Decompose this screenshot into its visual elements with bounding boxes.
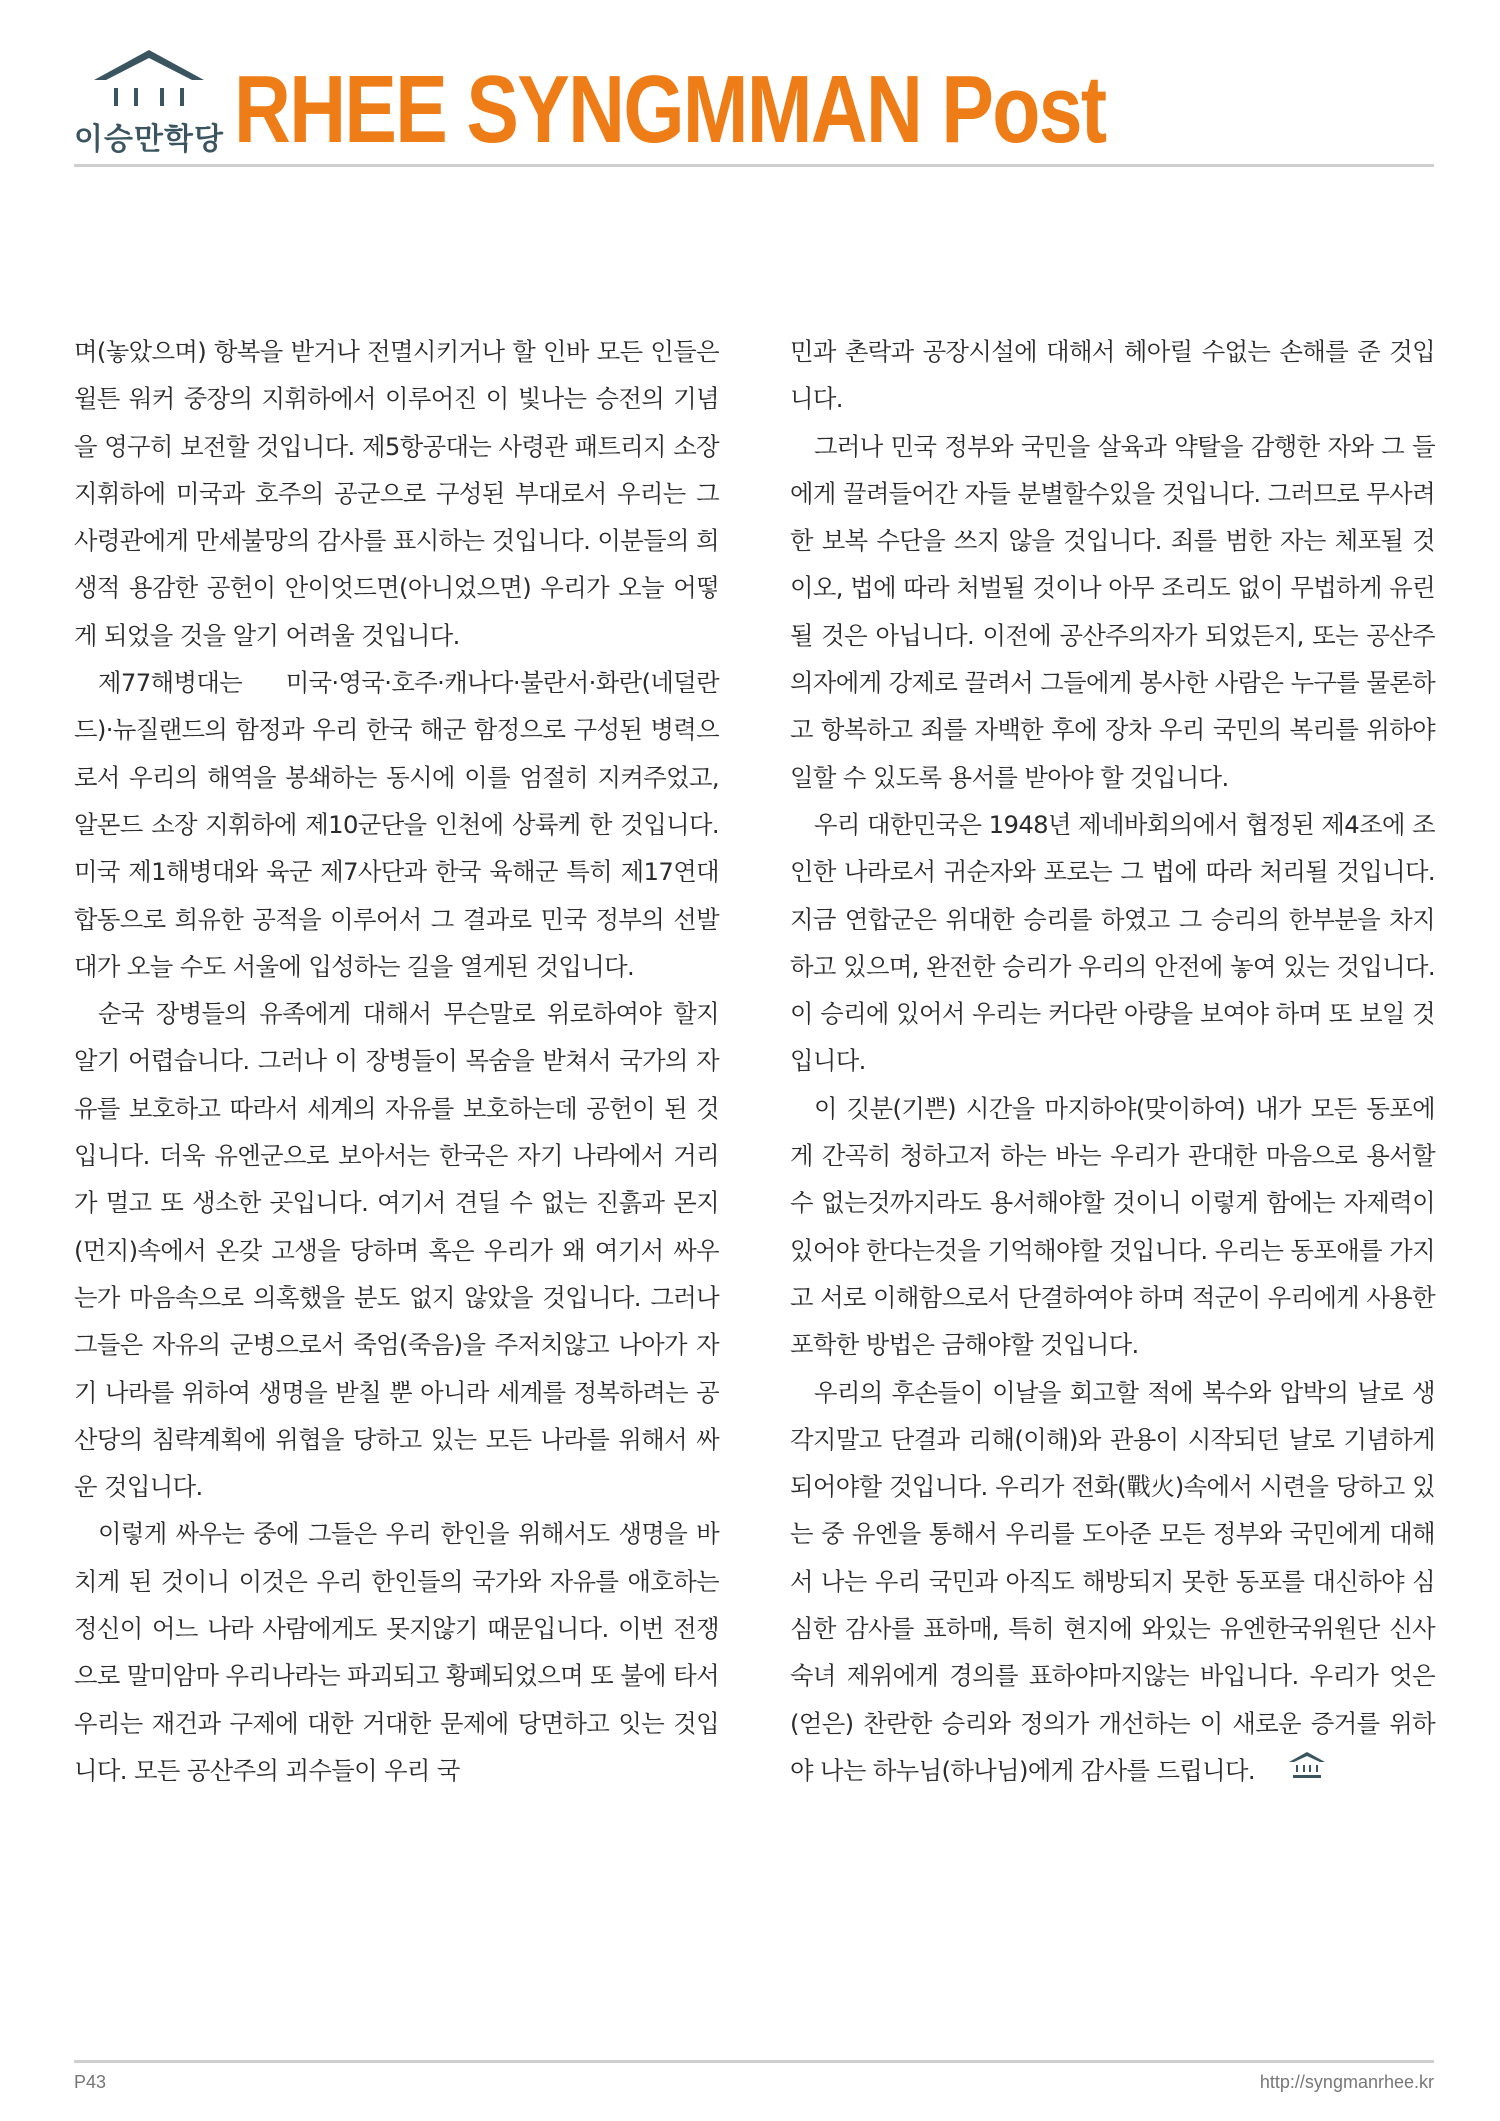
article-column-left — [74, 328, 719, 1794]
article-column-right — [790, 328, 1435, 1796]
paragraph: 이렇게 싸우는 중에 그들은 우리 한인을 위해서도 생명을 바치게 된 것이니 이것은 우리 한인들의 국가와 자유를 애호하는 정신이 어느 나라 사람에게도 못지않기 때문입니다. 이번 전쟁으로 말미암마 우리나라는 파괴되고 황폐되었으며 또 불에 타서 우리는 재건과 구제에 대한 거대한 문제에 당면하고 잇는 것입니다. 모든 공산주의 괴수들이 우리 국 — [74, 1519, 719, 1785]
paragraph-final — [790, 1369, 1435, 1796]
masthead — [74, 48, 1434, 166]
paragraph: 제77해병대는 미국·영국·호주·캐나다·불란서·화란(네덜란드)·뉴질랜드의 함정과 우리 한국 해군 함정으로 구성된 병력으로서 우리의 해역을 봉쇄하는 동시에 이를 엄절히 지켜주었고, 알몬드 소장 지휘하에 제10군단을 인천에 상륙케 한 것입니다. 미국 제1해병대와 육군 제7사단과 한국 육해군 특히 제17연대 합동으로 희유한 공적을 이루어서 그 결과로 민국 정부의 선발대가 오늘 수도 서울에 입성하는 길을 열게된 것입니다. — [74, 668, 719, 981]
header-divider — [74, 164, 1434, 167]
paragraph: 순국 장병들의 유족에게 대해서 무슨말로 위로하여야 할지 알기 어렵습니다. 그러나 이 장병들이 목숨을 받쳐서 국가의 자유를 보호하고 따라서 세계의 자유를 보호하는데 공헌이 된 것입니다. 더욱 유엔군으로 보아서는 한국은 자기 나라에서 거리가 멀고 또 생소한 곳입니다. 여기서 견딜 수 없는 진흙과 몬지(먼지)속에서 온갖 고생을 당하며 혹은 우리가 왜 여기서 싸우는가 마음속으로 의혹했을 분도 없지 않았을 것입니다. 그러나 그들은 자유의 군병으로서 죽엄(죽음)을 주저치않고 나아가 자기 나라를 위하여 생명을 받칠 뿐 아니라 세계를 정복하려는 공산당의 침략계획에 위협을 당하고 있는 모든 나라를 위해서 싸운 것입니다. — [74, 999, 719, 1502]
paragraph: 민과 촌락과 공장시설에 대해서 헤아릴 수없는 손해를 준 것입니다. — [790, 337, 1435, 414]
paragraph-text: 우리의 후손들이 이날을 회고할 적에 복수와 압박의 날로 생각지말고 단결과 리해(이해)와 관용이 시작되던 날로 기념하게 되어야할 것입니다. 우리가 전화(戰火)속에서 시련을 당하고 있는 중 유엔을 통해서 우리를 도아준 모든 정부와 국민에게 대해서 나는 우리 국민과 아직도 해방되지 못한 동포를 대신하야 심심한 감사를 표하매, 특히 현지에 와있는 유엔한국위원단 신사 숙녀 제위에게 경의를 표하야마지않는 바입니다. 우리가 엇은(얻은) 찬란한 승리와 정의가 개선하는 이 새로운 증거를 위하야 나는 하누님(하나님)에게 감사를 드립니다. — [790, 1377, 1435, 1785]
paragraph: 우리 대한민국은 1948년 제네바회의에서 협정된 제4조에 조인한 나라로서 귀순자와 포로는 그 법에 따라 처리될 것입니다. 지금 연합군은 위대한 승리를 하였고 그 승리의 한부분을 차지하고 있으며, 완전한 승리가 우리의 안전에 놓여 있는 것입니다. 이 승리에 있어서 우리는 커다란 아량을 보여야 하며 또 보일 것입니다. — [790, 809, 1435, 1076]
publication-title: RHEE SYNGMMAN Post — [234, 56, 1106, 163]
logo-text: 이승만학당 — [74, 122, 224, 157]
website-link[interactable]: http://syngmanrhee.kr — [1259, 2072, 1434, 2092]
page-number: P43 — [74, 2072, 107, 2092]
paragraph: 며(놓았으며) 항복을 받거나 전멸시키거나 할 인바 모든 인들은 윌튼 워커 중장의 지휘하에서 이루어진 이 빛나는 승전의 기념을 영구히 보전할 것입니다. 제5항공대는 사령관 패트리지 소장 지휘하에 미국과 호주의 공군으로 구성된 부대로서 우리는 그 사령관에게 만세불망의 감사를 표시하는 것입니다. 이분들의 희생적 용감한 공헌이 안이엇드면(아니었으면) 우리가 오늘 어떻게 되었을 것을 알기 어려울 것입니다. — [74, 337, 719, 650]
house-logo-icon — [92, 48, 206, 112]
paragraph: 이 깃분(기쁜) 시간을 마지하야(맞이하여) 내가 모든 동포에게 간곡히 청하고저 하는 바는 우리가 관대한 마음으로 용서할 수 없는것까지라도 용서해야할 것이니 이렇게 함에는 자제력이 있어야 한다는것을 기억해야할 것입니다. 우리는 동포애를 가지고 서로 이해함으로서 단결하여야 하며 적군이 우리에게 사용한 포학한 방법은 금해야할 것입니다. — [790, 1093, 1435, 1360]
logo[interactable] — [74, 48, 224, 158]
end-mark-logo-icon — [1263, 1748, 1327, 1795]
paragraph: 그러나 민국 정부와 국민을 살육과 약탈을 감행한 자와 그 들에게 끌려들어간 자들 분별할수있을 것입니다. 그러므로 무사려한 보복 수단을 쓰지 않을 것입니다. 죄를 범한 자는 체포될 것이오, 법에 따라 처벌될 것이나 아무 조리도 없이 무법하게 유린될 것은 아닙니다. 이전에 공산주의자가 되었든지, 또는 공산주의자에게 강제로 끌려서 그들에게 봉사한 사람은 누구를 물론하고 항복하고 죄를 자백한 후에 장차 우리 국민의 복리를 위하야 일할 수 있도록 용서를 받아야 할 것입니다. — [790, 431, 1435, 792]
footer-divider — [74, 2060, 1434, 2063]
